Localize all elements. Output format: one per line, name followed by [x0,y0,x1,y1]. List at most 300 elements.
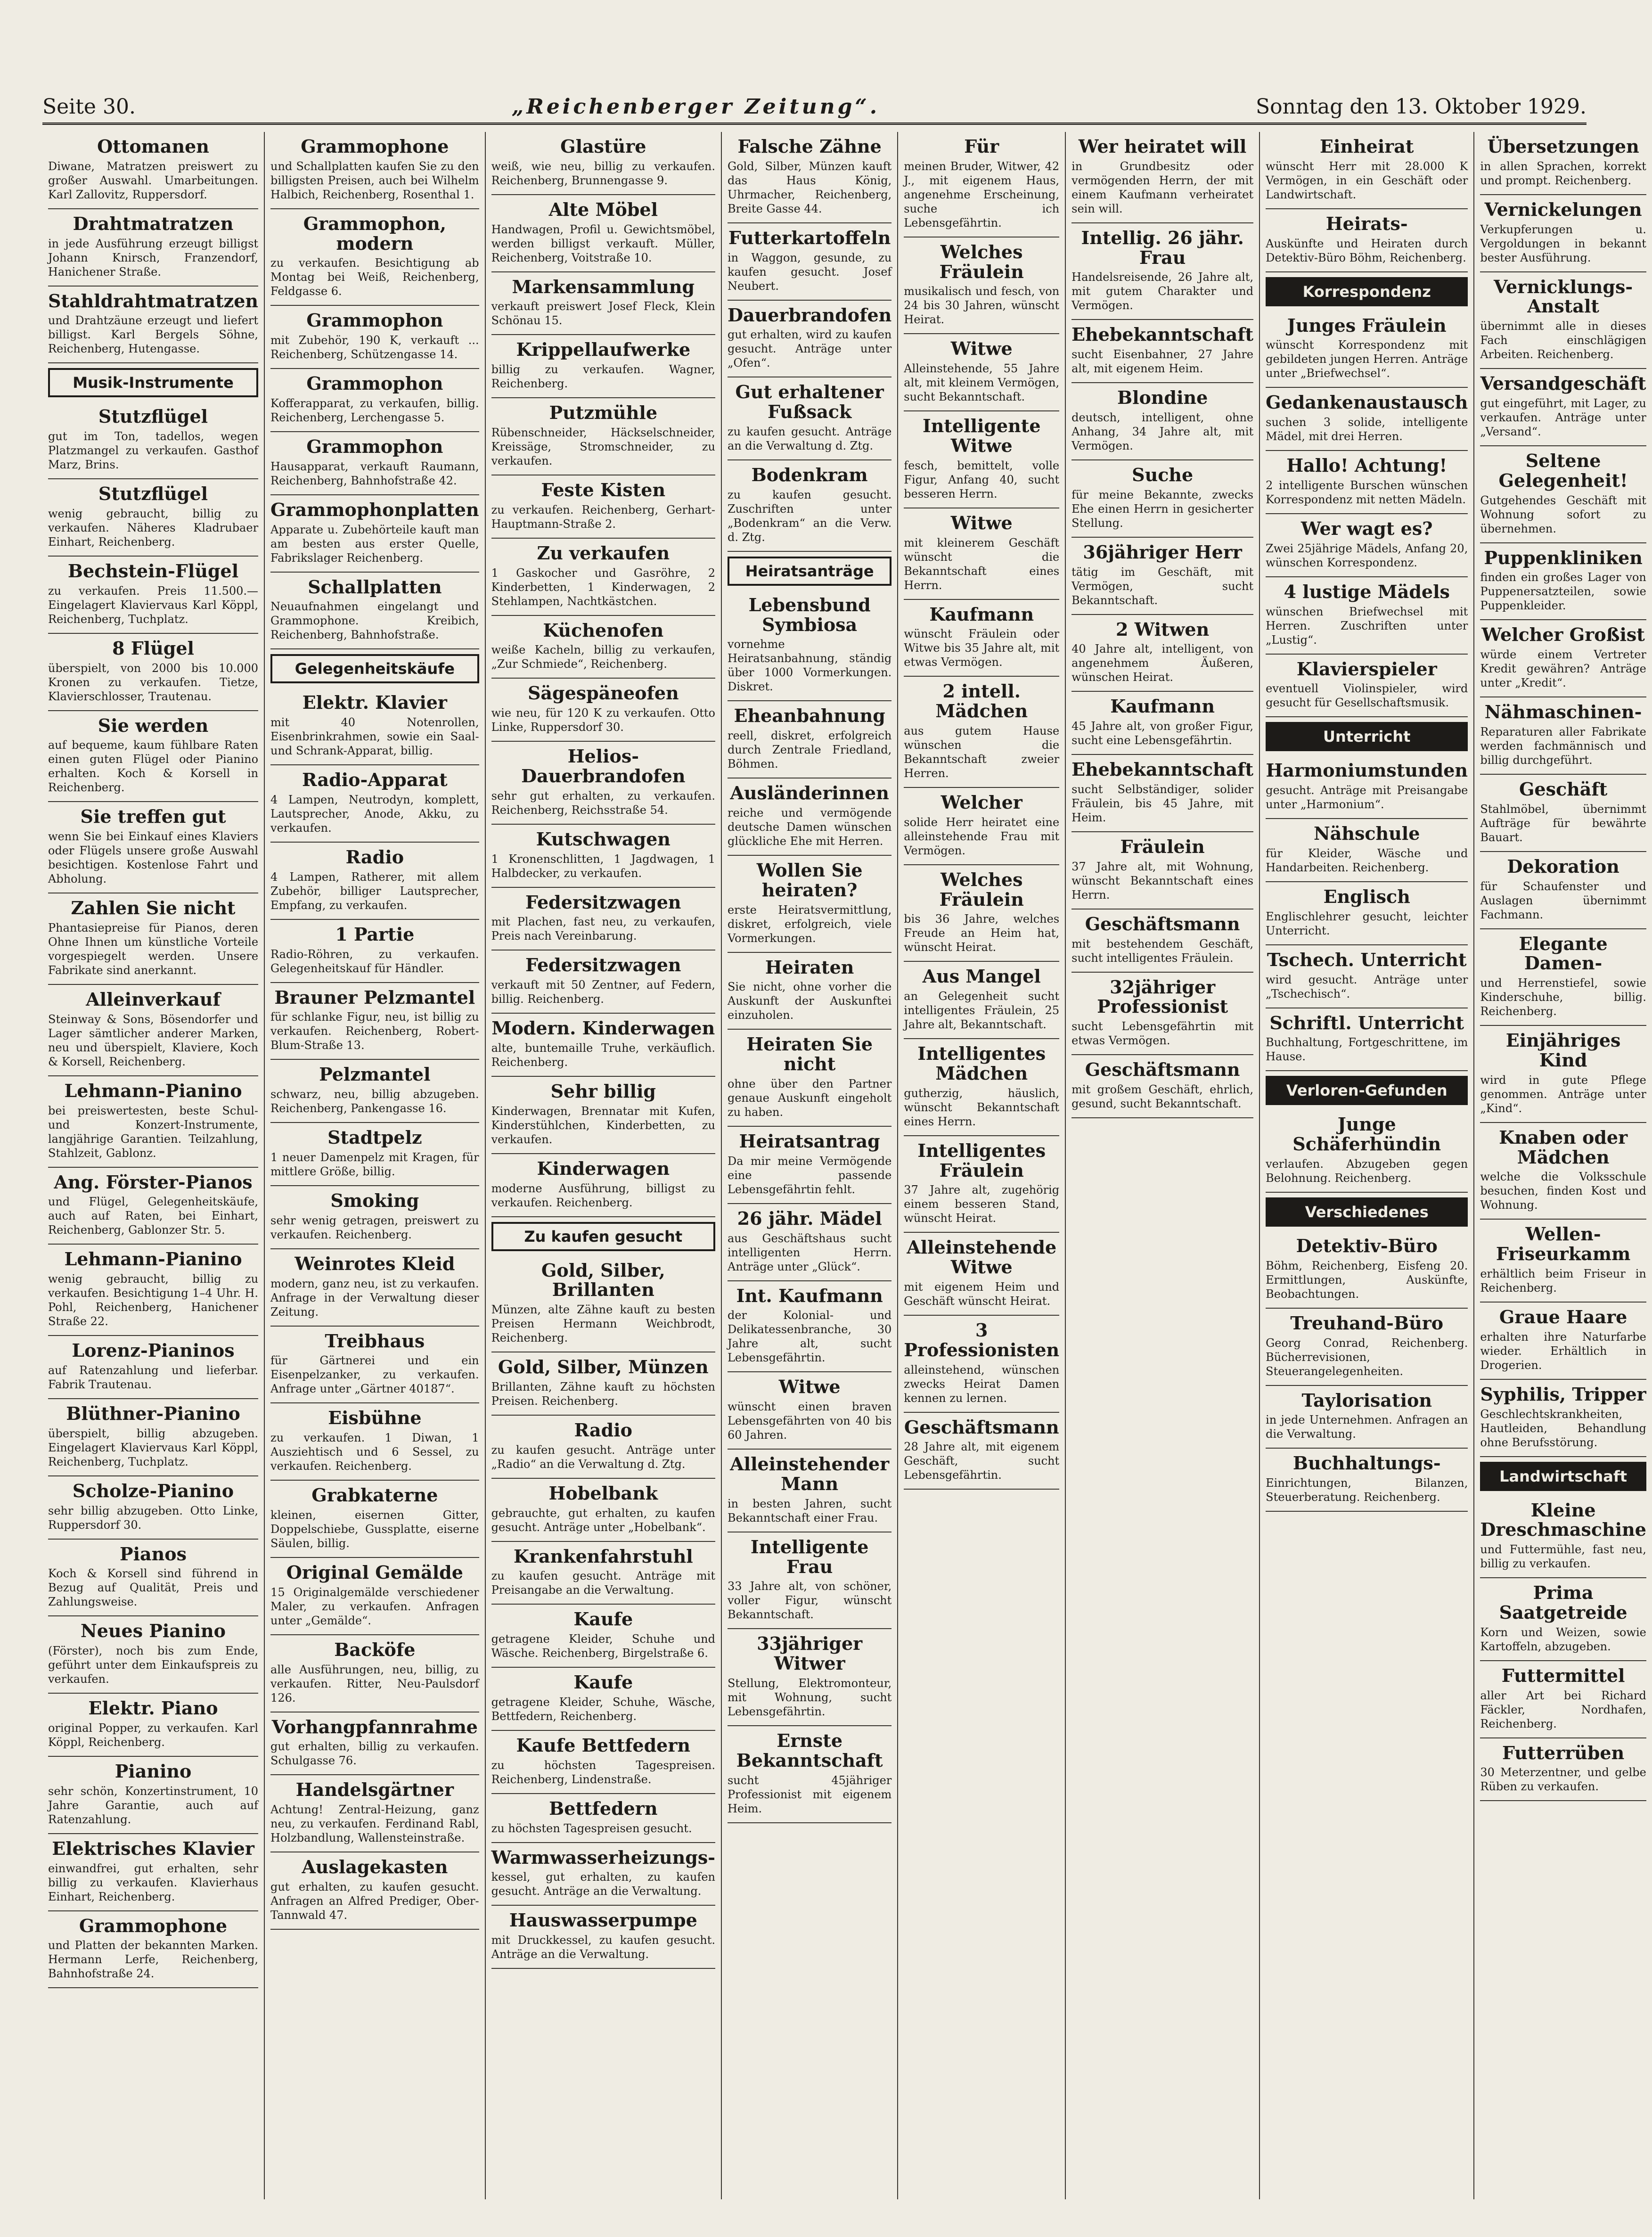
ad-body: weiße Kacheln, billig zu verkaufen, „Zur Schmiede“, Reichenberg. [491,643,715,671]
ad-heading: Futtermittel [1501,1664,1625,1686]
ad-body: Phantasiepreise für Pianos, deren Ohne Ihnen um künstliche Vorteile vorgespiegelt werden. Unsere Fabrikate sind anerkannt. [48,921,259,977]
classified-ad [48,1694,258,1757]
classified-ad [1266,1231,1468,1309]
ad-heading: Futterrüben [1502,1742,1625,1763]
ad-body: bei preiswertesten, beste Schul- und Konzert-Instrumente, langjährige Garantien. Teilzahlung, Stahlzeit, Gablonz. [48,1104,259,1160]
ad-body: aus gutem Hause wünschen die Bekanntschaft zweier Herren. [904,724,1060,780]
classified-ad [48,1911,258,1989]
ad-heading: Modern. Kinderwagen [491,1017,715,1039]
ad-heading: Grammophone [79,1915,228,1936]
ad-heading: Sie treffen gut [80,806,226,828]
ad-heading: Gut erhaltener Fußsack [735,381,884,423]
classified-ad [1480,1303,1646,1380]
classified-ad [904,962,1059,1039]
ad-body: einwandfrei, gut erhalten, sehr billig zu verkaufen. Klavierhaus Einhart, Reichenberg. [48,1861,259,1903]
classified-ad [1480,1738,1646,1802]
column-3 [485,132,721,2199]
classified-ad [491,1479,715,1542]
ad-heading: Elektr. Piano [88,1697,218,1719]
classified-ad [1266,655,1468,718]
ad-heading: Prima Saatgetreide [1499,1582,1627,1623]
ad-body: Auskünfte und Heiraten durch Detektiv-Büro Böhm, Reichenberg. [1266,237,1468,264]
classified-ad [48,1168,258,1245]
classified-ad [1266,1449,1468,1512]
ad-body: in jede Unternehmen. Anfragen an die Verwaltung. [1266,1413,1468,1441]
ad-heading: Kaufe Bettfedern [516,1734,690,1756]
classified-ad [491,1416,715,1479]
ad-body: in Waggon, gesunde, zu kaufen gesucht. Josef Neubert. [727,251,892,293]
ad-body: in besten Jahren, sucht Bekanntschaft einer Frau. [727,1497,892,1524]
classified-ad [728,1532,891,1630]
ad-heading: Wellen-Friseurkamm [1496,1223,1631,1265]
ad-heading: Kaufe [573,1672,633,1693]
ad-heading: 3 Professionisten [904,1319,1060,1360]
ad-body: verlaufen. Abzugeben gegen Belohnung. Reichenberg. [1266,1157,1468,1185]
classified-ad [1266,388,1468,451]
ad-heading: Schallplatten [308,576,442,598]
ad-body: reell, diskret, erfolgreich durch Zentrale Friedland, Böhmen. [727,729,892,771]
ad-body: erhalten ihre Naturfarbe wieder. Erhältlich in Drogerien. [1480,1330,1646,1372]
ad-heading: Blüthner-Pianino [66,1402,240,1424]
ad-body: reiche und vermögende deutsche Damen wünschen glückliche Ehe mit Herren. [727,806,892,848]
ad-heading: Dauerbrandofen [727,304,892,326]
classified-ad [728,1629,891,1726]
ad-heading: Nähmaschinen- [1484,701,1642,723]
ad-heading: Pianos [120,1543,187,1565]
ad-heading: Elektrisches Klavier [52,1837,254,1859]
classified-ad [1480,1123,1646,1220]
issue-date: Sonntag den 13. Oktober 1929. [1256,95,1587,119]
ad-heading: Sägespäneofen [527,682,679,704]
ad-heading: Ehebekanntschaft [1071,759,1254,780]
classified-ad [728,132,891,223]
section-heading: Unterricht [1266,722,1468,751]
ad-heading: Alleinverkauf [86,988,221,1010]
ad-body: bis 36 Jahre, welches Freude an Heim hat, wünscht Heirat. [904,912,1060,954]
classified-ad [491,616,715,679]
ad-heading: Hallo! Achtung! [1286,455,1448,476]
ad-heading: Taylorisation [1301,1389,1432,1411]
ad-heading: Elegante Damen- [1519,933,1608,974]
ad-body: wünschen Briefwechsel mit Herren. Zuschriften unter „Lustig“. [1266,605,1468,647]
classified-ad [270,688,479,765]
classified-ad [270,920,479,983]
classified-ad [491,398,715,475]
ad-body: der Kolonial- und Delikatessenbranche, 30 Jahre alt, sucht Lebensgefährtin. [727,1309,892,1365]
ad-heading: 36jähriger Herr [1083,541,1242,563]
ad-body: Alleinstehende, 55 Jahre alt, mit kleinem Vermögen, sucht Bekanntschaft. [904,362,1060,404]
ad-body: Englischlehrer gesucht, leichter Unterricht. [1266,910,1468,937]
ad-heading: Pianino [114,1760,192,1782]
newspaper-title: „Reichenberger Zeitung“. [511,95,880,119]
classified-ad [1480,132,1646,195]
ad-body: sucht Lebensgefährtin mit etwas Vermögen. [1071,1020,1254,1048]
classified-ad [491,335,715,398]
ad-body: Gold, Silber, Münzen kauft das Haus König, Uhrmacher, Reichenberg, Breite Gasse 44. [727,159,892,215]
ad-body: moderne Ausführung, billigst zu verkaufen. Reichenberg. [491,1181,715,1209]
ad-heading: Treibhaus [325,1330,425,1352]
column-8 [1473,132,1652,2199]
ad-heading: Warmwasserheizungs- [491,1846,715,1868]
ad-body: 2 intelligente Burschen wünschen Korrespondenz mit netten Mädeln. [1266,478,1468,506]
ad-heading: Putzmühle [549,402,658,424]
ad-body: gut eingeführt, mit Lager, zu verkaufen. Anträge unter „Versand“. [1480,396,1646,438]
classified-ad [270,765,479,843]
ad-heading: Intelligente Frau [750,1536,869,1577]
classified-ad [728,856,891,953]
ad-heading: Stadtpelz [327,1127,422,1148]
ad-heading: Heiraten Sie nicht [746,1033,873,1075]
classified-ad [48,479,258,557]
classified-ad [270,1060,479,1123]
ad-body: aus Geschäftshaus sucht intelligenten Herrn. Anträge unter „Glück“. [727,1231,892,1273]
ad-body: 4 Lampen, Neutrodyn, komplett, Lautsprecher, Anode, Akku, zu verkaufen. [270,793,479,835]
ad-body: zu verkaufen. Preis 11.500.— Eingelagert Klaviervaus Karl Köppl, Reichenberg, Tuchplatz. [48,584,259,626]
classified-ad [904,1039,1059,1136]
ad-body: Verkupferungen u. Vergoldungen in bekannt bester Ausführung. [1480,222,1646,264]
classified-ad [1480,620,1646,697]
ad-body: solide Herr heiratet eine alleinstehende Frau mit Vermögen. [904,815,1060,857]
classified-ad [491,1794,715,1843]
ad-heading: Klavierspieler [1296,658,1437,680]
classified-ad [1071,692,1253,755]
classified-ad [48,1245,258,1336]
classified-ad [1071,615,1253,692]
ad-body: wie neu, für 120 K zu verkaufen. Otto Linke, Ruppersdorf 30. [491,706,715,734]
column-1 [42,132,264,2199]
ad-heading: Für [964,136,999,157]
ad-heading: 33jähriger Witwer [757,1633,863,1674]
ad-heading: Küchenofen [543,619,664,641]
ad-body: suchen 3 solide, intelligente Mädel, mit drei Herren. [1266,416,1468,443]
section-heading: Heiratsanträge [728,557,891,586]
ad-heading: Weinrotes Kleid [294,1253,455,1274]
classified-ad [728,1030,891,1127]
ad-body: kessel, gut erhalten, zu kaufen gesucht. Anträge an die Verwaltung. [491,1870,715,1898]
ad-body: aller Art bei Richard Fäckler, Nordhafen, Reichenberg. [1480,1688,1646,1730]
ad-heading: Hauswasserpumpe [509,1909,697,1931]
classified-ad [48,711,258,803]
classified-ad [491,1542,715,1605]
ad-body: wünscht Fräulein oder Witwe bis 35 Jahre alt, mit etwas Vermögen. [904,627,1060,669]
ad-body: finden ein großes Lager von Puppenersatzteilen, sowie Puppenkleider. [1480,571,1646,613]
ad-heading: Vorhangpfannrahme [271,1716,478,1737]
classified-ad [1480,1026,1646,1123]
ad-heading: Radio [574,1419,633,1441]
ad-heading: Grammophon, modern [303,213,446,254]
ad-heading: 2 Witwen [1116,618,1210,640]
classified-ad [1266,132,1468,209]
ad-body: Stahlmöbel, übernimmt Aufträge für bewährte Bauart. [1480,802,1646,844]
ad-body: Koch & Korsell sind führend in Bezug auf Qualität, Preis und Zahlungsweise. [48,1567,259,1609]
classified-ad [1480,446,1646,543]
ad-heading: Stutzflügel [98,483,208,505]
ad-heading: Sie werden [98,714,209,736]
classified-ad [1480,1380,1646,1457]
ad-heading: Backöfe [334,1639,416,1660]
classified-ad [48,1834,258,1911]
ad-body: gut erhalten, zu kaufen gesucht. Anfragen an Alfred Prediger, Ober-Tannwald 47. [270,1880,479,1922]
classified-ad [1266,1386,1468,1449]
ad-body: Buchhaltung, Fortgeschrittene, im Hause. [1266,1036,1468,1064]
classified-ad [904,508,1059,600]
section-heading: Korrespondenz [1266,277,1468,306]
ad-heading: Heiratsantrag [739,1130,880,1152]
ad-heading: Kaufe [573,1608,633,1630]
classified-ad [728,1726,891,1823]
ad-body: gut im Ton, tadellos, wegen Platzmangel zu verkaufen. Gasthof Marz, Brins. [48,430,259,472]
ad-heading: Original Gemälde [286,1561,463,1583]
ad-body: Handwagen, Profil u. Gewichtsmöbel, werden billigst verkauft. Müller, Reichenberg, Voitstraße 10. [491,222,715,264]
ad-heading: Grammophon [306,373,443,394]
ad-heading: Kinderwagen [537,1157,670,1179]
ad-heading: Radio-Apparat [302,769,448,791]
ad-body: für meine Bekannte, zwecks Ehe einen Herrn in gesicherter Stellung. [1071,488,1254,530]
classified-ad [904,1136,1059,1233]
ad-heading: Wer wagt es? [1300,517,1433,539]
classified-ad [48,1076,258,1168]
ad-body: zu verkaufen. 1 Diwan, 1 Ausziehtisch und 6 Sessel, zu verkaufen. Reichenberg. [270,1431,479,1473]
ad-heading: Kutschwagen [536,828,671,850]
ad-body: sehr gut erhalten, zu verkaufen. Reichenberg, Reichsstraße 54. [491,789,715,817]
classified-ad [270,573,479,650]
ad-body: tätig im Geschäft, mit Vermögen, sucht Bekanntschaft. [1071,565,1254,607]
ad-heading: Heiraten [765,956,854,978]
classified-ad [491,1077,715,1154]
ad-body: mit Druckkessel, zu kaufen gesucht. Anträge an die Verwaltung. [491,1934,715,1961]
ad-body: Steinway & Sons, Bösendorfer und Lager sämtlicher anderer Marken, neu und überspielt, Klaviere, Koch & Korsell, Reichenberg. [48,1012,259,1068]
ad-heading: Hobelbank [548,1482,658,1504]
classified-ad [1266,819,1468,882]
ad-body: eventuell Violinspieler, wird gesucht für Gesellschaftsmusik. [1266,682,1468,710]
classified-ad [270,495,479,573]
ad-heading: Bechstein-Flügel [67,560,239,582]
ad-heading: Welcher [940,791,1022,813]
classified-ad [491,1256,715,1353]
ad-body: zu höchsten Tagespreisen gesucht. [491,1821,692,1835]
classified-ad [728,1127,891,1204]
section-heading: Zu kaufen gesucht [491,1222,715,1251]
ad-heading: Harmoniumstunden [1266,760,1468,781]
classified-ad [904,132,1059,238]
ad-body: Stellung, Elektromonteur, mit Wohnung, sucht Lebensgefährtin. [727,1676,892,1718]
ad-body: gut erhalten, billig zu verkaufen. Schulgasse 76. [270,1740,479,1768]
classified-ad [270,1403,479,1481]
ad-heading: Grammophonplatten [270,499,479,520]
ad-heading: Tschech. Unterricht [1267,949,1467,970]
classified-ad [1071,832,1253,910]
ad-heading: Bodenkram [751,464,868,485]
column-6 [1065,132,1259,2199]
ad-heading: Int. Kaufmann [736,1285,883,1306]
classified-ad [270,1327,479,1404]
classified-ad [270,432,479,495]
column-5 [897,132,1065,2199]
classified-ad [491,195,715,272]
ad-body: mit Plachen, fast neu, zu verkaufen, Preis nach Vereinbarung. [491,915,715,943]
ad-heading: Gold, Silber, Münzen [498,1356,709,1378]
classified-ad [48,1616,258,1694]
classified-ad [270,1249,479,1327]
classified-ad [48,893,258,985]
ad-body: Korn und Weizen, sowie Kartoffeln, abzugeben. [1480,1625,1646,1653]
ad-heading: Radio [345,846,404,868]
classified-ad [270,1481,479,1558]
ad-body: zu kaufen gesucht. Anträge an die Verwaltung d. Ztg. [727,425,892,452]
ad-body: meinen Bruder, Witwer, 42 J., mit eigenem Haus, angenehme Erscheinung, suche ich Lebensgefährtin. [904,159,1060,229]
ad-heading: Wer heiratet will [1078,136,1247,157]
ad-heading: Helios-Dauerbrandofen [521,746,686,787]
ad-heading: Stahldrahtmatratzen [48,290,259,311]
ad-body: mit 40 Notenrollen, Eisenbrinkrahmen, sowie ein Saal- und Schrank-Apparat, billig. [270,716,479,758]
classified-ad [491,1906,715,1969]
classified-ad [904,788,1059,865]
ad-heading: Falsche Zähne [737,136,882,157]
ad-heading: Federsitzwagen [525,954,681,976]
ad-body: Diwane, Matratzen preiswert zu großer Auswahl. Umarbeitungen. Karl Zallovitz, Ruppersdorf. [48,159,259,201]
ad-body: original Popper, zu verkaufen. Karl Köppl, Reichenberg. [48,1721,259,1749]
classified-ad [1071,1055,1253,1118]
classified-ad [270,1558,479,1635]
ad-body: getragene Kleider, Schuhe und Wäsche. Reichenberg, Birgelstraße 6. [491,1632,715,1660]
ad-heading: Übersetzungen [1487,136,1639,157]
classified-ad [728,953,891,1030]
ad-heading: Lehmann-Pianino [64,1248,242,1270]
ad-heading: Welches Fräulein [939,869,1024,910]
classified-ad [1071,223,1253,320]
ad-heading: Fräulein [1120,836,1205,857]
classified-ad [1071,460,1253,538]
ad-heading: Graue Haare [1499,1306,1627,1327]
ad-body: fesch, bemittelt, volle Figur, Anfang 40, sucht besseren Herrn. [904,459,1060,500]
ad-heading: Geschäft [1519,778,1608,800]
ad-body: vornehme Heiratsanbahnung, ständig über 1000 Vormerkungen. Diskret. [727,638,892,694]
ad-heading: Ehebekanntschaft [1071,324,1254,345]
classified-ad [1480,929,1646,1026]
ad-heading: Versandgeschäft [1480,373,1646,394]
ad-body: mit kleinerem Geschäft wünscht die Bekanntschaft eines Herrn. [904,536,1060,592]
ad-body: sucht 45jähriger Professionist mit eigenem Heim. [727,1773,892,1815]
classified-ad [728,1281,891,1373]
classified-ad [1071,755,1253,832]
classified-ad [1480,775,1646,852]
ad-heading: Auslagekasten [302,1856,448,1878]
ad-body: zu verkaufen. Reichenberg, Gerhart-Hauptmann-Straße 2. [491,503,715,531]
ad-heading: Handelsgärtner [295,1779,454,1801]
ad-body: Apparate u. Zubehörteile kauft man am besten aus erster Quelle, Fabrikslager Reichenberg. [270,523,479,565]
ad-heading: Geschäftsmann [1085,1059,1240,1081]
classified-ad [1266,577,1468,655]
ad-heading: Dekoration [1507,855,1619,877]
ad-body: modern, ganz neu, ist zu verkaufen. Anfrage in der Verwaltung dieser Zeitung. [270,1277,479,1319]
ad-body: zu kaufen gesucht. Anträge unter „Radio“ an die Verwaltung d. Ztg. [491,1443,715,1471]
ad-body: Handelsreisende, 26 Jahre alt, mit gutem Charakter und Vermögen. [1071,270,1254,312]
classified-ad [1071,973,1253,1056]
ad-heading: Vernicklungs-Anstalt [1494,276,1633,317]
classified-ad [491,272,715,336]
ad-body: und Flügel, Gelegenheitskäufe, auch auf Raten, bei Einhart, Reichenberg, Gablonzer Str. 5. [48,1195,259,1237]
classified-ad [491,825,715,888]
ad-body: Zwei 25jährige Mädels, Anfang 20, wünschen Korrespondenz. [1266,541,1468,569]
ad-heading: Vernickelungen [1484,198,1642,220]
section-heading: Verloren-Gefunden [1266,1076,1468,1105]
ad-heading: Alleinstehender Mann [730,1453,890,1494]
ad-heading: Heirats- [1325,213,1408,234]
ad-body: zu verkaufen. Besichtigung ab Montag bei Weiß, Reichenberg, Feldgasse 6. [270,256,479,298]
ad-body: wenig gebraucht, billig zu verkaufen. Näheres Kladrubaer Einhart, Reichenberg. [48,507,259,549]
ad-heading: Krankenfahrstuhl [513,1545,693,1567]
classified-ad [48,132,258,209]
classified-ad [270,306,479,369]
classified-ad [1480,543,1646,621]
classified-ad [1071,320,1253,383]
ad-heading: Lebensbund Symbiosa [748,594,871,635]
ad-heading: Scholze-Pianino [72,1480,234,1501]
ad-heading: Kleine Dreschmaschine [1480,1499,1646,1540]
ad-heading: Buchhaltungs- [1292,1452,1441,1474]
column-4 [721,132,897,2199]
ad-body: kleinen, eisernen Gitter, Doppelschiebe, Gussplatte, eiserne Säulen, billig. [270,1508,479,1550]
ad-heading: Detektiv-Büro [1296,1235,1438,1256]
ad-heading: Syphilis, Tripper [1480,1383,1646,1405]
section-heading: Gelegenheitskäufe [270,654,479,683]
classified-ad [904,600,1059,677]
ad-heading: Welcher Großist [1481,624,1645,646]
ad-heading: Eheanbahnung [734,705,885,727]
classified-ad [48,287,258,364]
section-heading: Musik-Instrumente [48,368,258,397]
ad-body: 28 Jahre alt, mit eigenem Geschäft, sucht Lebensgefährtin. [904,1440,1060,1482]
ad-body: für Schaufenster und Auslagen übernimmt Fachmann. [1480,879,1646,921]
ad-body: 37 Jahre alt, zugehörig einem besseren Stand, wünscht Heirat. [904,1183,1060,1225]
classified-ad [1266,451,1468,514]
ad-body: überspielt, billig abzugeben. Eingelagert Klaviervaus Karl Köppl, Reichenberg, Tuchplatz. [48,1426,259,1468]
ad-heading: Lehmann-Pianino [64,1080,242,1101]
ad-body: sucht Selbständiger, solider Fräulein, bis 45 Jahre, mit Heim. [1071,782,1254,824]
ad-body: Da mir meine Vermögende eine passende Lebensgefährtin fehlt. [727,1154,892,1196]
classified-ad [270,209,479,306]
section-heading: Verschiedenes [1266,1197,1468,1227]
ad-heading: Einjähriges Kind [1505,1030,1621,1071]
classified-ad [48,557,258,634]
ad-heading: Zu verkaufen [537,542,670,564]
classified-ad [491,539,715,616]
classified-ad [491,1731,715,1794]
ad-body: mit eigenem Heim und Geschäft wünscht Heirat. [904,1280,1060,1308]
classified-ad [1480,272,1646,369]
classified-ad [1266,311,1468,388]
ad-heading: Witwe [778,1376,841,1398]
ad-heading: Knaben oder Mädchen [1499,1126,1628,1168]
ad-heading: Schriftl. Unterricht [1269,1012,1464,1033]
ad-body: ohne über den Partner genaue Auskunft eingeholt zu haben. [727,1077,892,1119]
classified-ad [1266,756,1468,819]
ad-body: und Drahtzäune erzeugt und liefert billigst. Karl Bergels Söhne, Reichenberg, Hutengasse. [48,314,259,356]
ad-body: Münzen, alte Zähne kauft zu besten Preisen Hermann Weichbrodt, Reichenberg. [491,1303,715,1345]
ad-body: Brillanten, Zähne kauft zu höchsten Preisen. Reichenberg. [491,1380,715,1408]
ad-body: Sie nicht, ohne vorher die Auskunft der Auskunftei einzuholen. [727,980,892,1022]
column-7 [1259,132,1473,2199]
ad-body: übernimmt alle in dieses Fach einschlägigen Arbeiten. Reichenberg. [1480,320,1646,361]
ad-body: Hausapparat, verkauft Raumann, Reichenberg, Bahnhofstraße 42. [270,459,479,487]
ad-body: gesucht. Anträge mit Preisangabe unter „Harmonium“. [1266,784,1468,811]
ad-heading: Witwe [950,512,1013,533]
ad-body: für Kleider, Wäsche und Handarbeiten. Reichenberg. [1266,846,1468,874]
ad-body: Einrichtungen, Bilanzen, Steuerberatung. Reichenberg. [1266,1476,1468,1504]
ad-body: Reparaturen aller Fabrikate werden fachmännisch und billig durchgeführt. [1480,725,1646,767]
ad-heading: Kaufmann [929,603,1034,625]
ad-heading: Alleinstehende Witwe [907,1237,1057,1278]
